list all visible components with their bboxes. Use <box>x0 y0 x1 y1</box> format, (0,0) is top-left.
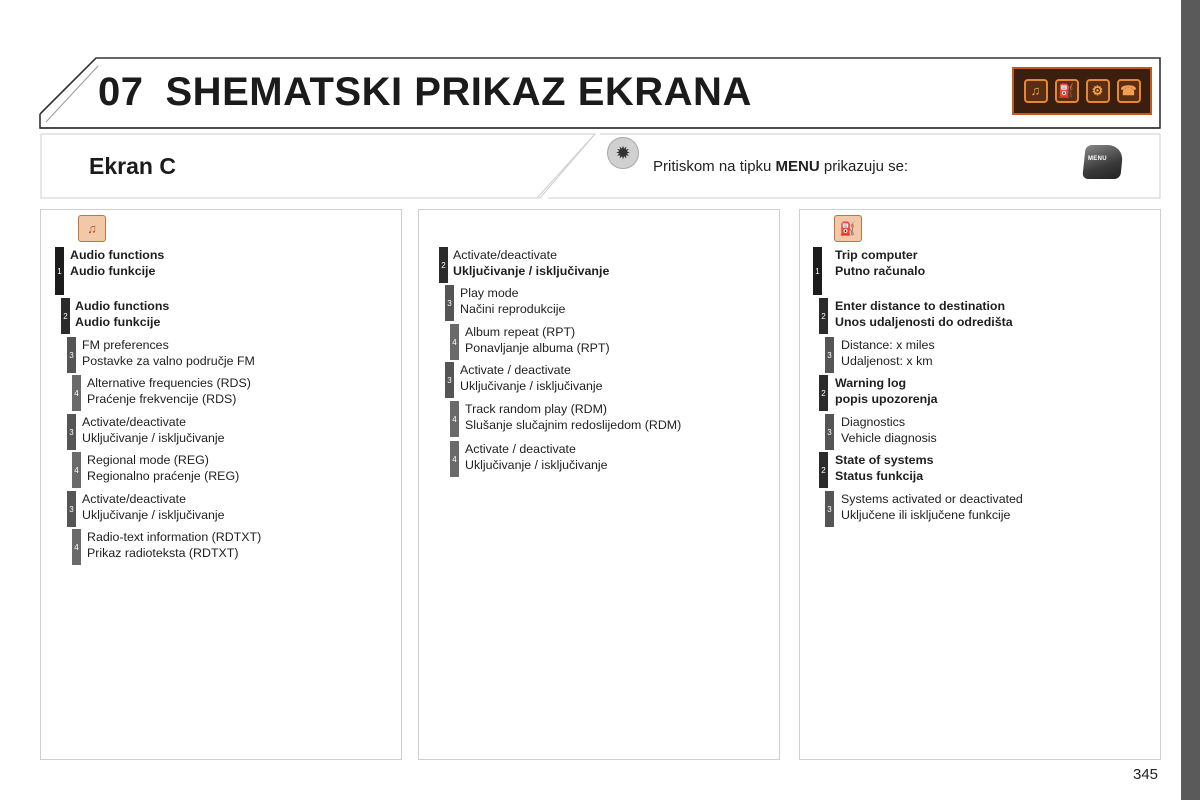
level-badge: 4 <box>450 324 459 360</box>
chapter-title <box>98 70 752 115</box>
level-badge: 4 <box>72 375 81 411</box>
item-text: Activate / deactivate Uključivanje / isključivanje <box>460 363 603 393</box>
audio-icon: ♫ <box>1024 79 1048 103</box>
screen-heading-frame <box>40 133 1161 199</box>
settings-icon: ⚙ <box>1086 79 1110 103</box>
item-text: Audio functions Audio funkcije <box>75 299 170 329</box>
column-trip-computer <box>799 209 1161 760</box>
level-badge: 3 <box>445 362 454 398</box>
level-badge: 3 <box>825 491 834 527</box>
item-text: Regional mode (REG) Regionalno praćenje (REG) <box>87 453 240 483</box>
item-text: Activate / deactivate Uključivanje / isključivanje <box>465 442 608 472</box>
fuel-icon: ⛽ <box>834 215 862 242</box>
item-text: Systems activated or deactivated Uključene ili isključene funkcije <box>841 492 1023 522</box>
phone-icon: ☎ <box>1117 79 1141 103</box>
chapter-title-text: SHEMATSKI PRIKAZ EKRANA <box>165 70 752 114</box>
level-badge: 3 <box>825 337 834 373</box>
level-badge: 3 <box>825 414 834 450</box>
audio-icon: ♫ <box>78 215 106 242</box>
item-text: Activate/deactivate Uključivanje / isključivanje <box>82 415 225 445</box>
column-audio-continued <box>418 209 780 760</box>
level-badge: 4 <box>72 529 81 565</box>
gear-icon: ✹ <box>607 137 639 169</box>
column-audio <box>40 209 402 760</box>
fuel-icon: ⛽ <box>1055 79 1079 103</box>
item-text: Warning log popis upozorenja <box>835 376 938 406</box>
level-badge: 3 <box>67 337 76 373</box>
level-badge: 1 <box>55 247 64 295</box>
level-badge: 3 <box>67 491 76 527</box>
level-badge: 4 <box>450 401 459 437</box>
item-text: Album repeat (RPT) Ponavljanje albuma (RPT) <box>465 325 610 355</box>
screen-title: Ekran C <box>89 153 176 179</box>
page-edge-bar <box>1181 0 1200 800</box>
level-badge: 3 <box>67 414 76 450</box>
menu-key-label: MENU <box>1088 156 1107 162</box>
level-badge: 2 <box>61 298 70 334</box>
screen-heading <box>40 133 1161 199</box>
item-text: Enter distance to destination Unos udaljenosti do odredišta <box>835 299 1013 329</box>
chapter-number: 07 <box>98 70 144 114</box>
item-text: Diagnostics Vehicle diagnosis <box>841 415 937 445</box>
level-badge: 2 <box>439 247 448 283</box>
menu-key-icon <box>1084 145 1124 183</box>
item-text: Play mode Načini reprodukcije <box>460 286 566 316</box>
item-text: Audio functions Audio funkcije <box>70 248 165 278</box>
level-badge: 2 <box>819 298 828 334</box>
item-text: Track random play (RDM) Slušanje slučajnim redoslijedom (RDM) <box>465 402 682 432</box>
level-badge: 3 <box>445 285 454 321</box>
level-badge: 4 <box>450 441 459 477</box>
level-badge: 2 <box>819 452 828 488</box>
item-text: FM preferences Postavke za valno područje FM <box>82 338 255 368</box>
section-icons-logo <box>1012 67 1152 115</box>
level-badge: 2 <box>819 375 828 411</box>
instruction-key: MENU <box>775 158 820 175</box>
instruction-post: prikazuju se: <box>819 158 909 175</box>
level-badge: 1 <box>813 247 822 295</box>
level-badge: 4 <box>72 452 81 488</box>
item-text: State of systems Status funkcija <box>835 453 934 483</box>
instruction-pre: Pritiskom na tipku <box>653 158 776 175</box>
item-text: Activate/deactivate Uključivanje / isključivanje <box>82 492 225 522</box>
menu-instruction <box>653 158 908 175</box>
item-text: Radio-text information (RDTXT) Prikaz radioteksta (RDTXT) <box>87 530 262 560</box>
page-number: 345 <box>1133 766 1159 783</box>
item-text: Activate/deactivate Uključivanje / isključivanje <box>453 248 610 278</box>
item-text: Distance: x miles Udaljenost: x km <box>841 338 935 368</box>
item-text: Alternative frequencies (RDS) Praćenje frekvencije (RDS) <box>87 376 251 406</box>
item-text: Trip computer Putno računalo <box>835 248 926 278</box>
